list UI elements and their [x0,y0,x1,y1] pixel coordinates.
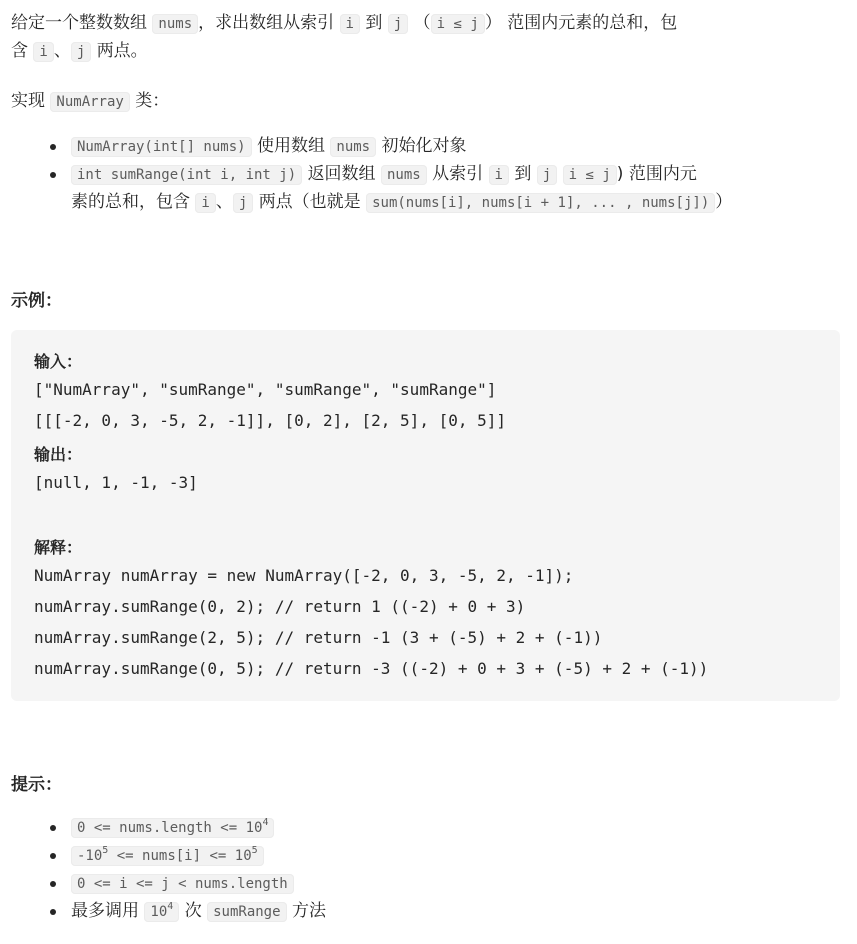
method-text: 、 [215,192,233,212]
method-text: 从索引 [432,164,484,184]
bullet-icon [50,853,56,859]
constraint-exponent: 5 [102,845,109,856]
explain-line: numArray.sumRange(2, 5); // return -1 (3 + (-5) + 2 + (-1)) [34,628,603,647]
constraint-exponent: 4 [167,901,174,912]
method-text: 使用数组 [256,136,325,156]
constraint-text: 10 [150,904,168,920]
implement-text: 类： [135,91,170,111]
inline-code-sum-expression: sum(nums[i], nums[i + 1], ... , nums[j]) [366,193,715,213]
inline-code-constraint [71,818,274,838]
explain-line: numArray.sumRange(0, 2); // return 1 ((-2) + 0 + 3) [34,597,526,616]
inline-code-condition [431,14,485,34]
hints-list [46,814,836,926]
explain-label: 解释： [34,538,83,557]
inline-code-constructor: NumArray(int[] nums) [71,137,252,157]
condition-le: ≤ [453,16,462,32]
inline-code-nums: nums [330,137,376,157]
inline-code-constraint: 0 <= i <= j < nums.length [71,874,294,894]
method-text: ） [715,192,733,212]
statement-text: 范围内元素的总和，包 [507,13,678,33]
method-text: 范围内元 [628,164,697,184]
bullet-icon [50,172,56,178]
statement-text: （ [413,13,431,33]
statement-text: 含 [11,41,28,61]
example-heading: 示例： [11,291,62,311]
condition-i: i [568,167,578,183]
list-item [46,898,836,926]
inline-code-i: i [33,42,53,62]
inline-code-nums: nums [152,14,198,34]
inline-code-class-name: NumArray [50,92,129,112]
inline-code-sumrange: sumRange [207,902,286,922]
inline-code-i: i [340,14,360,34]
statement-text: ，求出数组从索引 [198,13,335,33]
inline-code-sumrange-signature: int sumRange(int i, int j) [71,165,302,185]
hint-text: 次 [184,901,202,921]
inline-code-call-limit [144,902,179,922]
constraint-exponent: 4 [262,817,269,828]
constraint-exponent: 5 [251,845,258,856]
inline-code-j: j [537,165,557,185]
method-text: 返回数组 [307,164,376,184]
hints-heading: 提示： [11,775,62,795]
condition-le: ≤ [585,167,594,183]
list-item [46,870,836,898]
inline-code-j: j [233,193,253,213]
method-text: 两点（也就是 [258,192,361,212]
condition-j: j [470,16,479,32]
constraint-text: 0 <= nums.length <= 10 [77,820,263,836]
constraint-text: <= nums[i] <= 10 [108,848,252,864]
list-item [46,814,836,842]
statement-text: 、 [53,41,71,61]
implement-statement [11,88,841,116]
inline-code-constraint [71,846,264,866]
condition-i: i [436,16,446,32]
statement-text: ） [484,13,502,33]
inline-code-i: i [195,193,215,213]
list-item [46,133,836,161]
hint-text: 方法 [291,901,326,921]
methods-list [46,133,836,217]
bullet-icon [50,825,56,831]
inline-code-j: j [71,42,91,62]
method-text: 素的总和，包含 [71,192,190,212]
problem-statement [11,10,841,66]
statement-text: 两点。 [96,41,148,61]
input-line-methods: ["NumArray", "sumRange", "sumRange", "sumRange"] [34,380,497,399]
explain-line: numArray.sumRange(0, 5); // return -3 ((-2) + 0 + 3 + (-5) + 2 + (-1)) [34,659,709,678]
bullet-icon [50,909,56,915]
bullet-icon [50,881,56,887]
input-line-args: [[[-2, 0, 3, -5, 2, -1]], [0, 2], [2, 5], [0, 5]] [34,411,507,430]
inline-code-i: i [489,165,509,185]
list-item [46,842,836,870]
hint-text: 最多调用 [71,901,139,921]
output-label: 输出： [34,445,83,464]
method-text: 初始化对象 [381,136,467,156]
bullet-icon [50,144,56,150]
implement-text: 实现 [11,91,45,111]
inline-code-condition [563,165,617,185]
constraint-text: -10 [77,848,103,864]
inline-code-j: j [388,14,408,34]
condition-j: j [602,167,611,183]
input-label: 输入： [34,352,83,371]
output-line: [null, 1, -1, -3] [34,473,198,492]
example-code-block [11,330,840,701]
method-text: 到 [514,164,532,184]
list-item: int sumRange(int i, int j) 返回数组 nums 从索引 i 到 j i ≤ j ) 范围内元 素的总和，包含 i 、 j 两点（也就是 sum(nums[i], nums[i + 1], ... , nums[j]) ） [46,161,836,217]
statement-text: 给定一个整数数组 [11,13,147,33]
inline-code-nums: nums [381,165,427,185]
explain-line: NumArray numArray = new NumArray([-2, 0, 3, -5, 2, -1]); [34,566,574,585]
statement-text: 到 [365,13,383,33]
